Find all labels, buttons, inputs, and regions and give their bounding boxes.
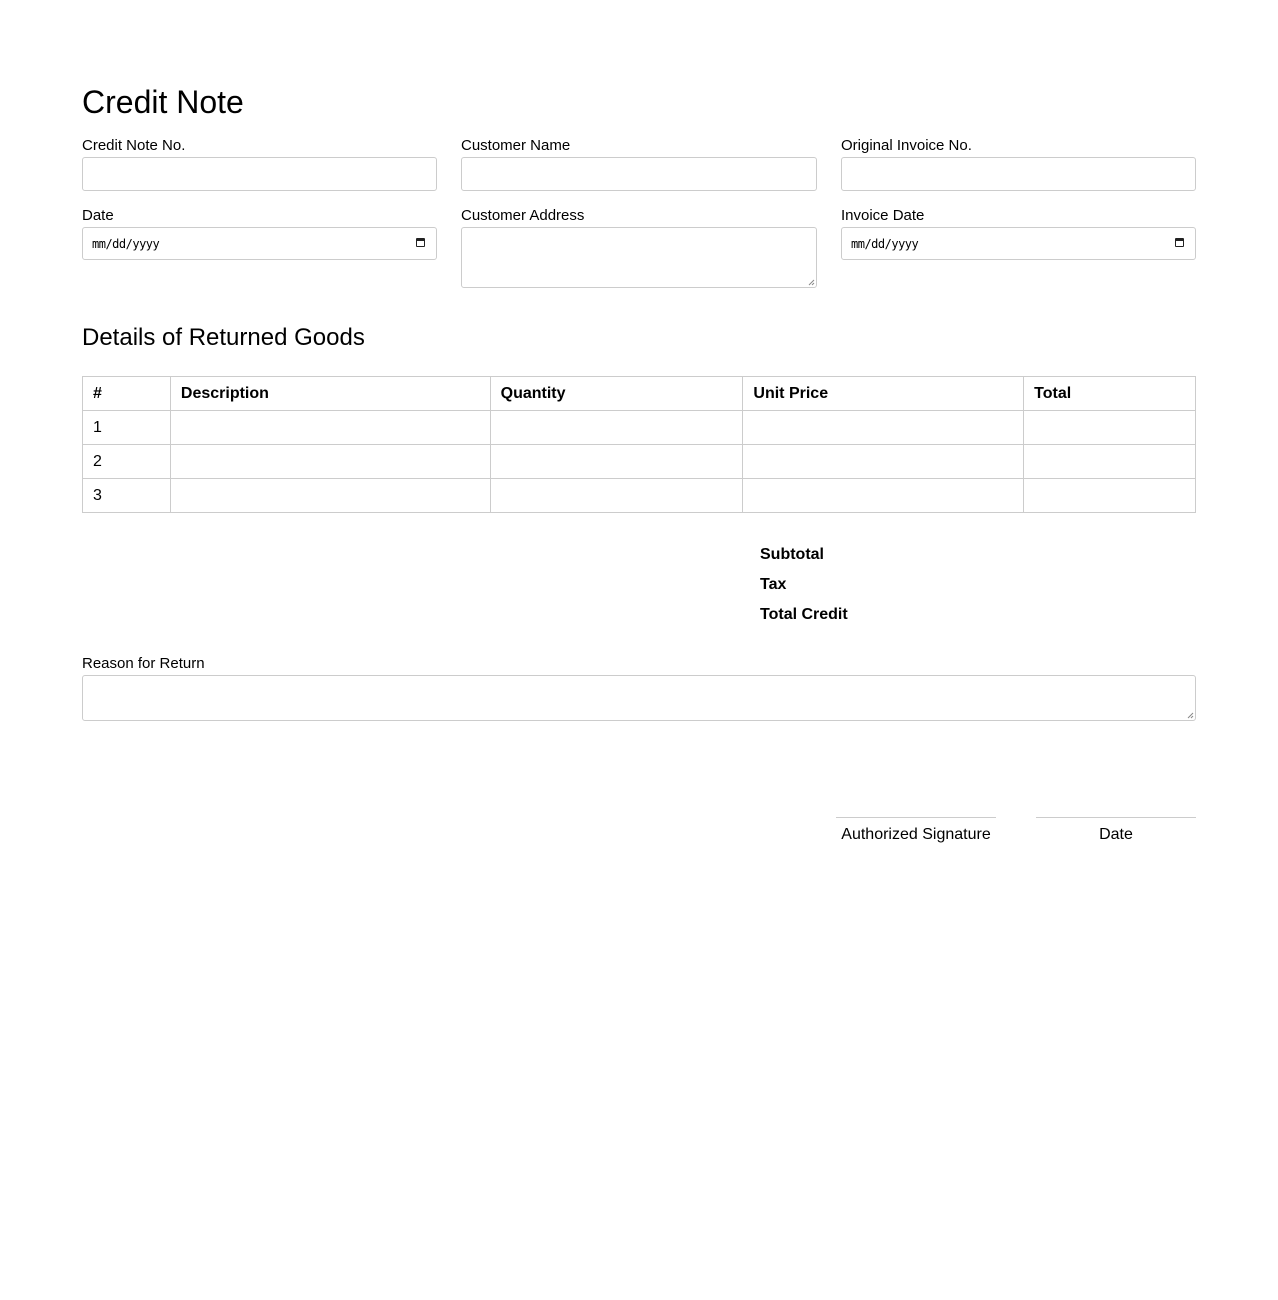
returned-goods-table: [82, 376, 1196, 513]
customer-address-label: Customer Address: [461, 207, 585, 224]
row-number: 3: [83, 479, 171, 513]
quantity-cell[interactable]: [490, 445, 743, 479]
invoice-date-placeholder: mm/dd/yyyy: [851, 237, 919, 251]
subtotal-label: Subtotal: [760, 546, 824, 563]
total-credit-label: Total Credit: [760, 606, 848, 623]
customer-name-label: Customer Name: [461, 137, 571, 154]
authorized-signature-label: Authorized Signature: [841, 826, 991, 843]
original-invoice-no-input[interactable]: [841, 157, 1196, 191]
unit-price-cell[interactable]: [743, 445, 1024, 479]
tax-label: Tax: [760, 576, 787, 593]
col-total: Total: [1024, 377, 1196, 411]
original-invoice-no-label: Original Invoice No.: [841, 137, 972, 154]
authorized-signature-line: [836, 817, 996, 844]
customer-address-textarea[interactable]: [461, 227, 817, 288]
description-cell[interactable]: [170, 479, 490, 513]
invoice-date-input[interactable]: [841, 227, 1196, 260]
signature-date-label: Date: [1099, 826, 1133, 843]
table-row: [83, 479, 1196, 513]
col-quantity: Quantity: [490, 377, 743, 411]
date-placeholder: mm/dd/yyyy: [92, 237, 160, 251]
goods-heading: Details of Returned Goods: [82, 324, 365, 351]
resize-handle-icon[interactable]: [1186, 711, 1194, 719]
row-number: 1: [83, 411, 171, 445]
signature-date-line: [1036, 817, 1196, 844]
table-row: [83, 445, 1196, 479]
reason-textarea[interactable]: [82, 675, 1196, 721]
table-row: [83, 411, 1196, 445]
resize-handle-icon[interactable]: [807, 278, 815, 286]
reason-label: Reason for Return: [82, 655, 205, 672]
description-cell[interactable]: [170, 445, 490, 479]
totals-summary: [760, 545, 848, 635]
col-unit-price: Unit Price: [743, 377, 1024, 411]
description-cell[interactable]: [170, 411, 490, 445]
date-input[interactable]: [82, 227, 437, 260]
calendar-icon[interactable]: [416, 238, 425, 247]
date-label: Date: [82, 207, 114, 224]
total-cell[interactable]: [1024, 411, 1196, 445]
page-title: Credit Note: [82, 84, 244, 120]
customer-name-input[interactable]: [461, 157, 817, 191]
total-cell[interactable]: [1024, 445, 1196, 479]
row-number: 2: [83, 445, 171, 479]
total-cell[interactable]: [1024, 479, 1196, 513]
credit-note-no-input[interactable]: [82, 157, 437, 191]
quantity-cell[interactable]: [490, 411, 743, 445]
unit-price-cell[interactable]: [743, 479, 1024, 513]
invoice-date-label: Invoice Date: [841, 207, 925, 224]
quantity-cell[interactable]: [490, 479, 743, 513]
unit-price-cell[interactable]: [743, 411, 1024, 445]
credit-note-no-label: Credit Note No.: [82, 137, 186, 154]
col-number: #: [83, 377, 171, 411]
table-header-row: [83, 377, 1196, 411]
calendar-icon[interactable]: [1175, 238, 1184, 247]
col-description: Description: [170, 377, 490, 411]
